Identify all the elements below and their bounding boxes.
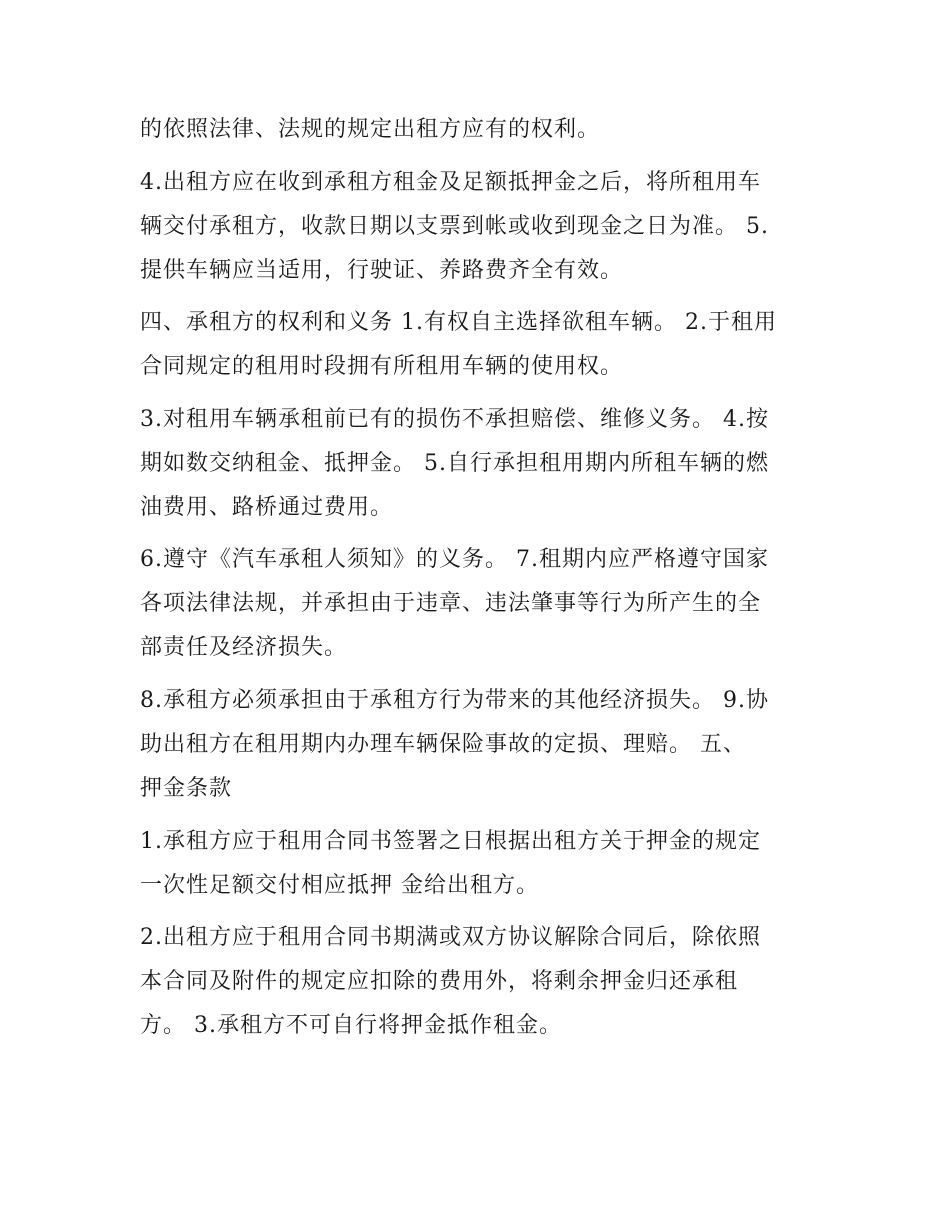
text-line: 1.承租方应于租用合同书签署之日根据出租方关于押金的规定 xyxy=(140,828,761,854)
text-line: 助出租方在租用期内办理车辆保险事故的定损、理赔。 五、 xyxy=(140,731,746,757)
paragraph xyxy=(140,916,820,1048)
text-line: 8.承租方必须承担由于承租方行为带来的其他经济损失。 9.协 xyxy=(140,687,769,713)
paragraph xyxy=(140,108,820,152)
paragraph xyxy=(140,679,820,811)
text-line: 辆交付承租方，收款日期以支票到帐或收到现金之日为准。 5. xyxy=(140,213,769,239)
text-line: 各项法律法规，并承担由于违章、违法肇事等行为所产生的全 xyxy=(140,591,762,617)
text-line: 押金条款 xyxy=(140,775,233,801)
text-line: 方。 3.承租方不可自行将押金抵作租金。 xyxy=(140,1013,562,1039)
text-line: 提供车辆应当适用，行驶证、养路费齐全有效。 xyxy=(140,257,624,283)
text-line: 四、承租方的权利和义务 1.有权自主选择欲租车辆。 2.于租用 xyxy=(140,310,777,336)
text-line: 期如数交纳租金、抵押金。 5.自行承担租用期内所租车辆的燃 xyxy=(140,450,769,476)
paragraph xyxy=(140,820,820,908)
document-body xyxy=(140,108,820,1048)
text-line: 油费用、路桥通过费用。 xyxy=(140,494,394,520)
text-line: 一次性足额交付相应抵押 金给出租方。 xyxy=(140,872,539,898)
paragraph xyxy=(140,398,820,530)
text-line: 合同规定的租用时段拥有所租用车辆的使用权。 xyxy=(140,354,624,380)
text-line: 部责任及经济损失。 xyxy=(140,635,348,661)
text-line: 的依照法律、法规的规定出租方应有的权利。 xyxy=(140,117,601,142)
paragraph xyxy=(140,161,820,293)
paragraph xyxy=(140,301,820,389)
paragraph xyxy=(140,538,820,670)
text-line: 4.出租方应在收到承租方租金及足额抵押金之后，将所租用车 xyxy=(140,169,761,195)
text-line: 6.遵守《汽车承租人须知》的义务。 7.租期内应严格遵守国家 xyxy=(140,547,769,573)
text-line: 2.出租方应于租用合同书期满或双方协议解除合同后，除依照 xyxy=(140,925,761,951)
text-line: 本合同及附件的规定应扣除的费用外，将剩余押金归还承租 xyxy=(140,969,739,995)
text-line: 3.对租用车辆承租前已有的损伤不承担赔偿、维修义务。 4.按 xyxy=(140,406,769,432)
